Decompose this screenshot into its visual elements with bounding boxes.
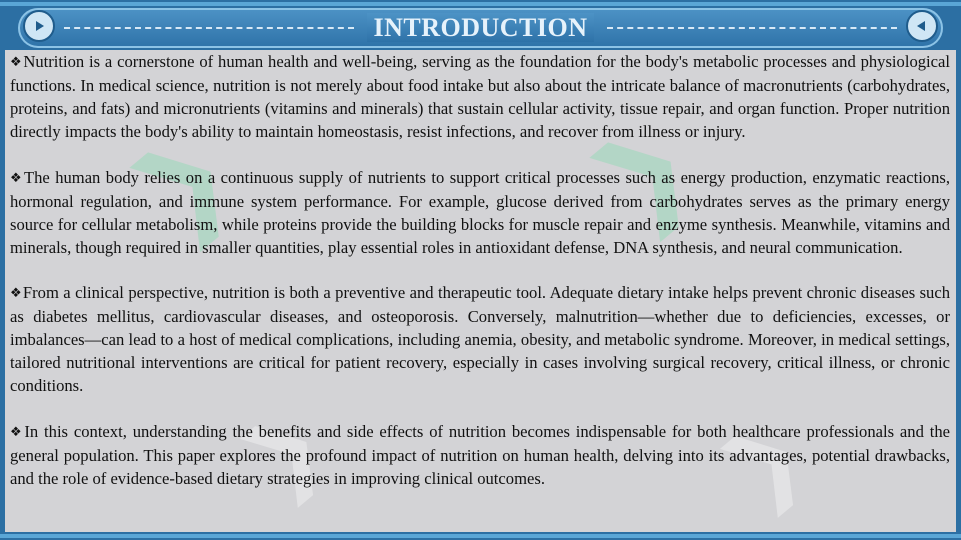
content-panel	[5, 50, 956, 532]
diamond-bullet-icon: ❖	[10, 55, 23, 70]
watermark-logo: ❯	[700, 398, 826, 527]
diamond-bullet-icon: ❖	[10, 170, 23, 186]
watermark-logo: ❯	[220, 388, 346, 517]
paragraph-list	[5, 50, 956, 490]
paragraph: ❖In this context, understanding the benefits and side effects of nutrition becomes indispensable for both healthcare professionals and the general population. This paper explores the profound impact of nutrition on human health, delving into its advantages, potential drawbacks, and the role of evidence-based dietary strategies in improving clinical outcomes.	[10, 421, 950, 488]
top-border-stripe	[0, 2, 961, 6]
next-slide-button[interactable]	[906, 10, 938, 42]
paragraph: ❖From a clinical perspective, nutrition is both a preventive and therapeutic tool. Adequate dietary intake helps prevent chronic diseases such as diabetes mellitus, cardiovascular diseases, and osteoporosis. Conversely, malnutrition—whether due to deficiencies, excesses, or imbalances—can lead to a host of medical complications, including anemia, obesity, and metabolic syndrome. Moreover, in medical settings, tailored nutritional interventions are critical for patient recovery, especially in cases involving surgical recovery, critical illness, or chronic conditions.	[10, 283, 950, 395]
bottom-border-stripe	[0, 534, 961, 538]
diamond-bullet-icon: ❖	[10, 286, 22, 301]
page-title: INTRODUCTION	[18, 12, 943, 44]
watermark-logo: ❯	[564, 95, 718, 253]
paragraph: ❖Nutrition is a cornerstone of human health and well-being, serving as the foundation for the body's metabolic processes and physiological functions. In medical science, nutrition is not merely about food intake but also about the intricate balance of macronutrients (carbohydrates, proteins, and fats) and micronutrients (vitamins and minerals) that sustain cellular activity, tissue repair, and organ function. Proper nutrition directly impacts the body's ability to maintain homeostasis, resist infections, and recover from illness or injury.	[10, 52, 950, 141]
diamond-bullet-icon: ❖	[10, 424, 24, 440]
watermark-logo: ❯	[104, 105, 258, 263]
header-bar	[18, 8, 943, 48]
header-dashed-line-right	[607, 27, 897, 29]
paragraph: ❖The human body relies on a continuous supply of nutrients to support critical processes such as energy production, enzymatic reactions, hormonal regulation, and immune system performance. For example, glucose derived from carbohydrates serves as the primary energy source for cellular metabolism, while proteins provide the building blocks for muscle repair and enzyme synthesis. Meanwhile, vitamins and minerals, though required in smaller quantities, play essential roles in antioxidant defense, DNA synthesis, and neural communication.	[10, 167, 950, 257]
play-left-icon	[915, 19, 929, 33]
